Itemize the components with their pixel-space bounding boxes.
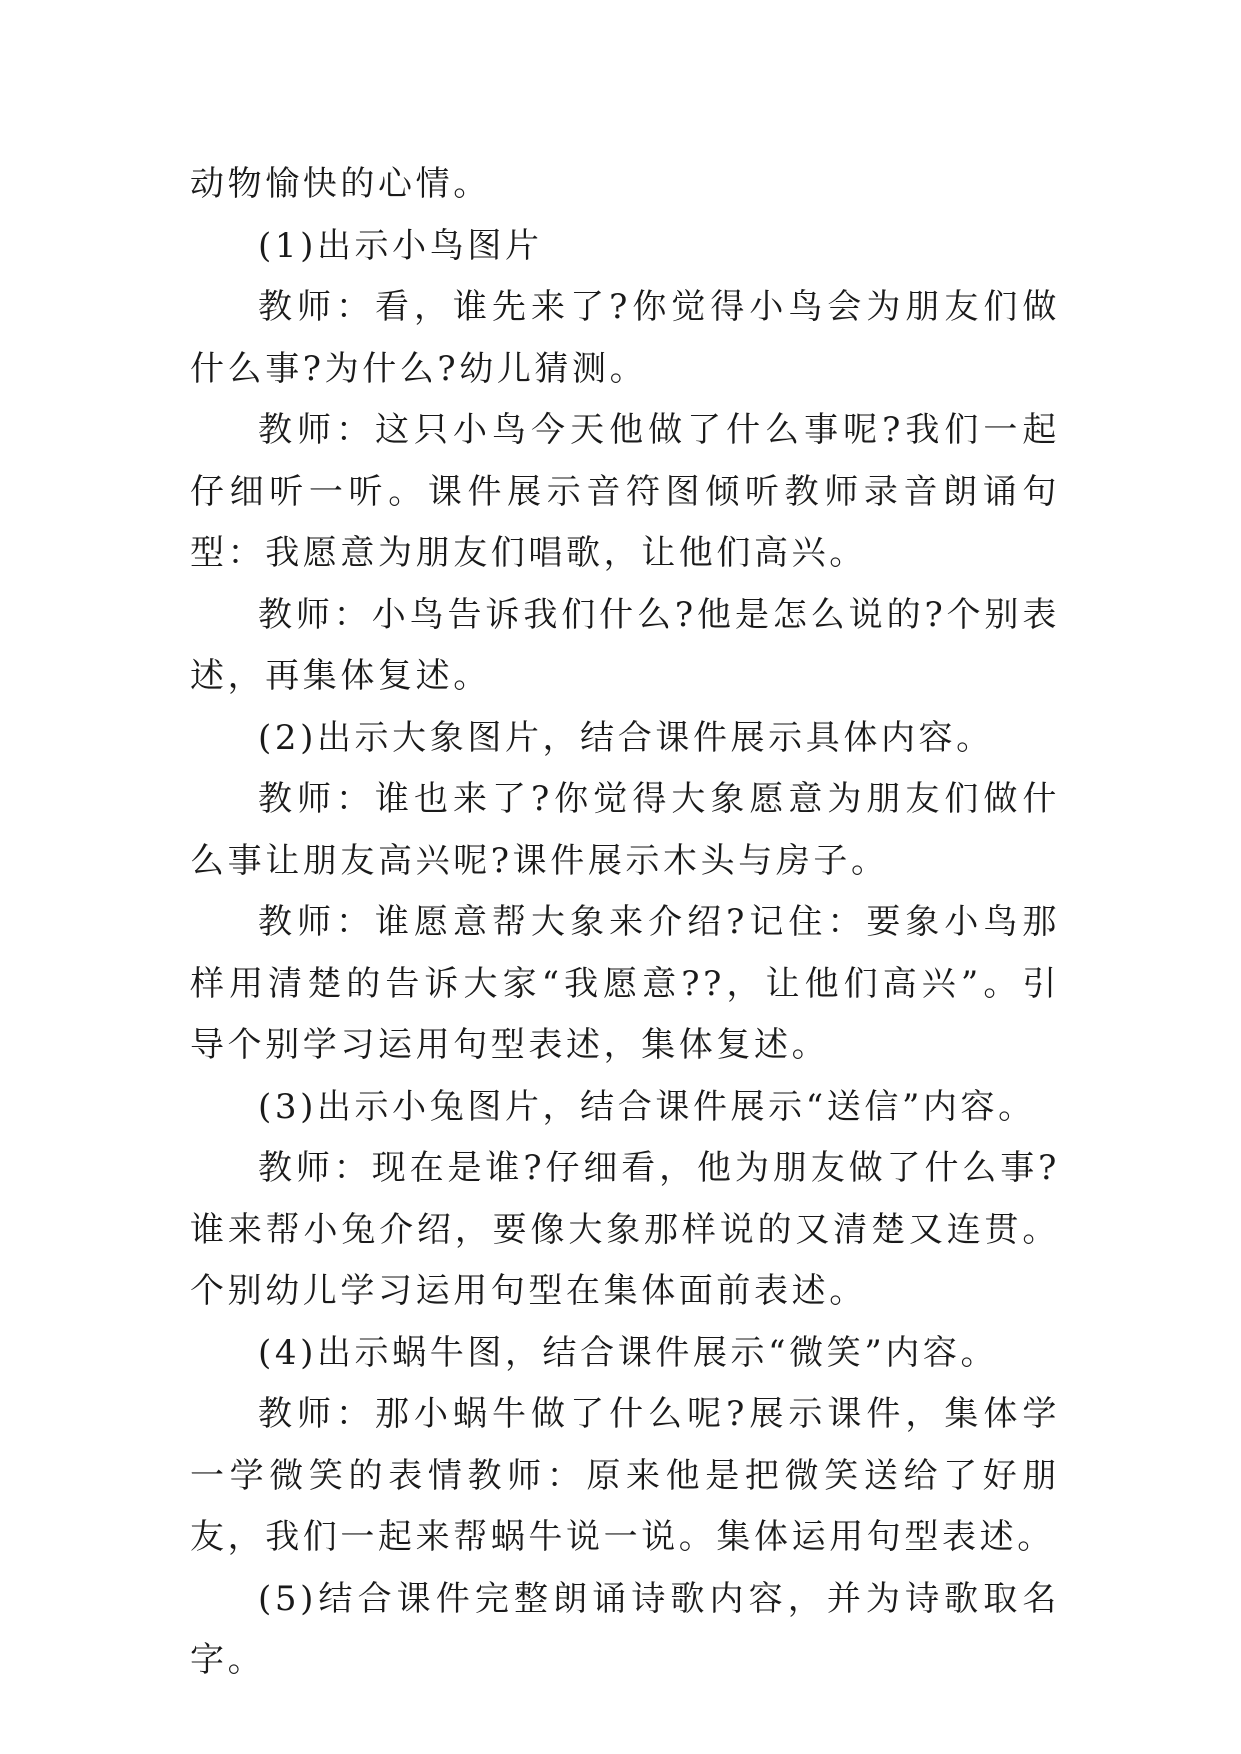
paragraph-step-4-heading: (4)出示蜗牛图，结合课件展示“微笑”内容。 — [258, 1332, 999, 1373]
paragraph-teacher-bird-retell: 教师：小鸟告诉我们什么?他是怎么说的?个别表述，再集体复述。 — [190, 594, 1060, 696]
paragraph-step-3-heading: (3)出示小兔图片，结合课件展示“送信”内容。 — [258, 1086, 1036, 1127]
document-body — [190, 154, 1060, 1692]
paragraph-step-5-heading: (5)结合课件完整朗诵诗歌内容，并为诗歌取名字。 — [190, 1578, 1060, 1680]
paragraph-step-1-heading: (1)出示小鸟图片 — [258, 225, 543, 266]
paragraph-teacher-question-elephant: 教师：谁也来了?你觉得大象愿意为朋友们做什么事让朋友高兴呢?课件展示木头与房子。 — [190, 779, 1060, 881]
paragraph-step-2-heading: (2)出示大象图片，结合课件展示具体内容。 — [258, 717, 994, 758]
paragraph-teacher-question-bird: 教师：看，谁先来了?你觉得小鸟会为朋友们做什么事?为什么?幼儿猜测。 — [190, 287, 1060, 389]
paragraph-teacher-snail: 教师：那小蜗牛做了什么呢?展示课件，集体学一学微笑的表情教师：原来他是把微笑送给了好朋友，我们一起来帮蜗牛说一说。集体运用句型表述。 — [190, 1394, 1060, 1557]
paragraph-teacher-bird-recording: 教师：这只小鸟今天他做了什么事呢?我们一起仔细听一听。课件展示音符图倾听教师录音朗诵句型：我愿意为朋友们唱歌，让他们高兴。 — [190, 410, 1060, 573]
paragraph-teacher-rabbit: 教师：现在是谁?仔细看，他为朋友做了什么事?谁来帮小兔介绍，要像大象那样说的又清楚又连贯。个别幼儿学习运用句型在集体面前表述。 — [190, 1148, 1060, 1311]
paragraph-continuation: 动物愉快的心情。 — [190, 164, 491, 204]
paragraph-teacher-elephant-retell: 教师：谁愿意帮大象来介绍?记住：要象小鸟那样用清楚的告诉大家“我愿意??，让他们高兴”。引导个别学习运用句型表述，集体复述。 — [190, 902, 1060, 1065]
